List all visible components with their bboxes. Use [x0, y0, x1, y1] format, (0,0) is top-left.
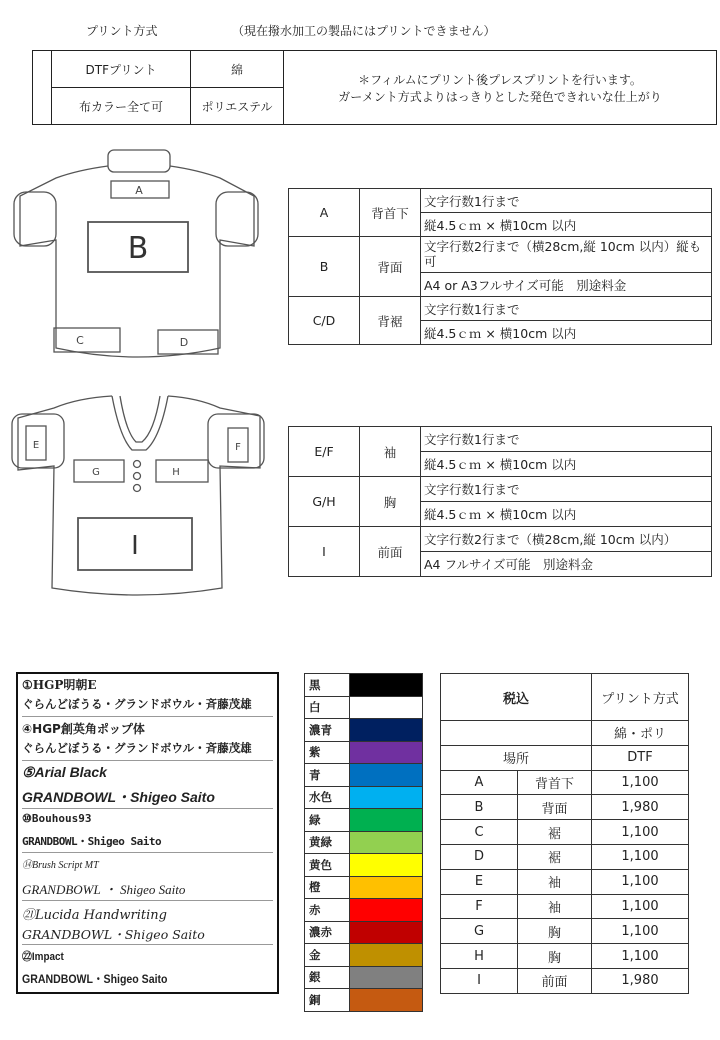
font-sample-row — [22, 764, 273, 809]
price-place: 前面 — [518, 968, 592, 993]
pos-detail: 縦4.5ｃｍ × 横10cm 以内 — [421, 321, 712, 345]
font-name: ①HGP明朝E — [22, 678, 97, 692]
font-sample-row — [22, 812, 273, 853]
color-swatch — [350, 854, 423, 877]
label-a: A — [135, 184, 143, 197]
color-row — [305, 786, 423, 809]
font-name: ⑭Brush Script MT — [22, 860, 99, 871]
font-sample: GRANDBOWL・Shigeo Saito — [22, 835, 162, 848]
font-name: ⑤Arial Black — [22, 764, 107, 780]
pos-code: I — [289, 527, 360, 577]
price-place: 裾 — [518, 844, 592, 869]
color-name: 橙 — [305, 876, 350, 899]
color-name: 銀 — [305, 966, 350, 989]
price-code: F — [441, 894, 518, 919]
shirt-body-shape — [18, 396, 260, 595]
price-code: E — [441, 869, 518, 894]
price-code: B — [441, 795, 518, 820]
font-name: ㉑Lucida Handwriting — [22, 908, 168, 923]
color-name: 銅 — [305, 989, 350, 1012]
pos-place: 背首下 — [360, 189, 421, 237]
pos-code: B — [289, 237, 360, 297]
pos-place: 胸 — [360, 477, 421, 527]
button-shape — [134, 485, 141, 492]
price-row — [441, 894, 689, 919]
description-cell — [284, 51, 717, 125]
label-i: I — [131, 531, 139, 561]
label-e: E — [32, 440, 40, 451]
color-row — [305, 854, 423, 877]
price-code: A — [441, 770, 518, 795]
pos-code: A — [289, 189, 360, 237]
font-sample-row — [22, 948, 273, 990]
price-row — [441, 770, 689, 795]
color-table — [304, 673, 423, 1012]
font-sample: GRANDBOWL・Shigeo Saito — [22, 972, 168, 986]
shirt-back-diagram — [8, 148, 268, 363]
label-box-h — [156, 460, 208, 482]
color-row — [305, 876, 423, 899]
label-box-c — [54, 328, 120, 352]
color-name: 緑 — [305, 809, 350, 832]
color-row — [305, 741, 423, 764]
color-name: 紫 — [305, 741, 350, 764]
font-name: ⑩Bouhous93 — [22, 812, 92, 825]
price-price: 1,100 — [592, 919, 689, 944]
color-swatch — [350, 989, 423, 1012]
print-method-table — [32, 50, 717, 125]
color-row — [305, 809, 423, 832]
font-sample-row — [22, 856, 273, 901]
collar-shape — [108, 150, 170, 172]
material-label: 綿・ポリ — [592, 721, 689, 746]
positions-table-lower — [288, 426, 712, 577]
price-row — [441, 944, 689, 969]
tax-label: 税込 — [441, 674, 592, 721]
color-swatch — [350, 786, 423, 809]
price-price: 1,980 — [592, 968, 689, 993]
right-sleeve-shape — [208, 414, 264, 468]
font-samples-box — [16, 672, 279, 994]
pos-place: 背裾 — [360, 297, 421, 345]
placket-shape — [120, 396, 160, 442]
color-swatch — [350, 696, 423, 719]
price-row — [441, 820, 689, 845]
font-sample-row — [22, 720, 273, 761]
pos-detail: 縦4.5ｃｍ × 横10cm 以内 — [421, 213, 712, 237]
polyester-cell: ポリエステル — [191, 88, 284, 125]
font-sample-row — [22, 904, 273, 945]
color-name: 赤 — [305, 899, 350, 922]
color-swatch — [350, 764, 423, 787]
price-place: 胸 — [518, 944, 592, 969]
pos-code: G/H — [289, 477, 360, 527]
section-note: （現在撥水加工の製品にはプリントできません） — [232, 24, 496, 38]
color-swatch — [350, 876, 423, 899]
price-row — [441, 919, 689, 944]
font-name: ㉒Impact — [22, 951, 64, 963]
price-price: 1,100 — [592, 820, 689, 845]
color-swatch — [350, 741, 423, 764]
color-row — [305, 921, 423, 944]
font-sample: GRANDBOWL ・ Shigeo Saito — [22, 882, 186, 897]
shirt-front-diagram — [8, 388, 273, 600]
font-sample-row — [22, 676, 273, 717]
font-sample: ぐらんどぼうる・グランドボウル・斉藤茂雄 — [22, 697, 252, 711]
pos-detail: A4 フルサイズ可能 別途料金 — [421, 552, 712, 577]
color-swatch — [350, 831, 423, 854]
dtf-label: DTF — [592, 745, 689, 770]
pos-detail: 文字行数1行まで — [421, 189, 712, 213]
price-table — [440, 673, 689, 994]
pos-detail: 文字行数2行まで（横28cm,縦 10cm 以内） — [421, 527, 712, 552]
color-row — [305, 899, 423, 922]
color-row — [305, 944, 423, 967]
color-name: 濃青 — [305, 719, 350, 742]
pos-detail: 縦4.5ｃｍ × 横10cm 以内 — [421, 452, 712, 477]
price-price: 1,980 — [592, 795, 689, 820]
color-name: 黒 — [305, 674, 350, 697]
font-sample: ぐらんどぼうる・グランドボウル・斉藤茂雄 — [22, 741, 252, 755]
button-shape — [134, 473, 141, 480]
color-swatch — [350, 944, 423, 967]
price-row — [441, 795, 689, 820]
pos-place: 前面 — [360, 527, 421, 577]
color-swatch — [350, 809, 423, 832]
price-code: H — [441, 944, 518, 969]
material-blank — [441, 721, 592, 746]
label-d: D — [179, 336, 189, 349]
price-place: 袖 — [518, 869, 592, 894]
price-place: 裾 — [518, 820, 592, 845]
price-price: 1,100 — [592, 770, 689, 795]
color-swatch — [350, 719, 423, 742]
pos-place: 袖 — [360, 427, 421, 477]
color-name: 青 — [305, 764, 350, 787]
color-name: 黄色 — [305, 854, 350, 877]
color-swatch — [350, 674, 423, 697]
description-line-2: ガーメント方式よりはっきりとした発色できれいな仕上がり — [338, 89, 662, 104]
font-sample: GRANDBOWL・Shigeo Saito — [22, 927, 205, 942]
price-code: G — [441, 919, 518, 944]
button-shape — [134, 461, 141, 468]
pos-detail: A4 or A3フルサイズ可能 別途料金 — [421, 273, 712, 297]
price-code: D — [441, 844, 518, 869]
price-place: 背面 — [518, 795, 592, 820]
price-price: 1,100 — [592, 844, 689, 869]
pos-detail: 文字行数2行まで（横28cm,縦 10cm 以内）縦も可 — [421, 237, 712, 273]
color-row — [305, 696, 423, 719]
blank-cell — [33, 51, 52, 125]
label-g: G — [92, 467, 100, 478]
color-swatch — [350, 966, 423, 989]
price-price: 1,100 — [592, 869, 689, 894]
dtf-cell: DTFプリント — [52, 51, 191, 88]
price-row — [441, 844, 689, 869]
color-name: 白 — [305, 696, 350, 719]
color-name: 濃赤 — [305, 921, 350, 944]
label-c: C — [76, 334, 84, 347]
price-price: 1,100 — [592, 944, 689, 969]
pos-place: 背面 — [360, 237, 421, 297]
place-label: 場所 — [441, 745, 592, 770]
label-f: F — [235, 442, 241, 453]
pos-code: E/F — [289, 427, 360, 477]
section-title: プリント方式 — [86, 24, 158, 38]
method-label: プリント方式 — [592, 674, 689, 721]
pos-detail: 文字行数1行まで — [421, 427, 712, 452]
price-place: 胸 — [518, 919, 592, 944]
pos-detail: 文字行数1行まで — [421, 297, 712, 321]
color-name: 金 — [305, 944, 350, 967]
price-place: 背首下 — [518, 770, 592, 795]
color-row — [305, 674, 423, 697]
label-h: H — [172, 467, 180, 478]
positions-table-upper — [288, 188, 712, 345]
label-b: B — [127, 231, 149, 266]
price-table-body — [441, 770, 689, 993]
price-row — [441, 869, 689, 894]
color-table-body — [305, 674, 423, 1012]
fabric-cell: 布カラー全て可 — [52, 88, 191, 125]
pos-detail: 文字行数1行まで — [421, 477, 712, 502]
description-line-1: ＊フィルムにプリント後プレスプリントを行います。 — [358, 72, 642, 87]
pos-code: C/D — [289, 297, 360, 345]
color-swatch — [350, 921, 423, 944]
color-name: 黄緑 — [305, 831, 350, 854]
right-sleeve-shape — [216, 192, 258, 246]
cotton-cell: 綿 — [191, 51, 284, 88]
price-code: I — [441, 968, 518, 993]
color-row — [305, 966, 423, 989]
color-row — [305, 764, 423, 787]
color-name: 水色 — [305, 786, 350, 809]
price-code: C — [441, 820, 518, 845]
pos-detail: 縦4.5ｃｍ × 横10cm 以内 — [421, 502, 712, 527]
color-row — [305, 989, 423, 1012]
font-sample: GRANDBOWL・Shigeo Saito — [22, 789, 215, 805]
price-price: 1,100 — [592, 894, 689, 919]
price-place: 袖 — [518, 894, 592, 919]
color-swatch — [350, 899, 423, 922]
font-name: ④HGP創英角ポップ体 — [22, 722, 145, 736]
color-row — [305, 719, 423, 742]
color-row — [305, 831, 423, 854]
price-row — [441, 968, 689, 993]
